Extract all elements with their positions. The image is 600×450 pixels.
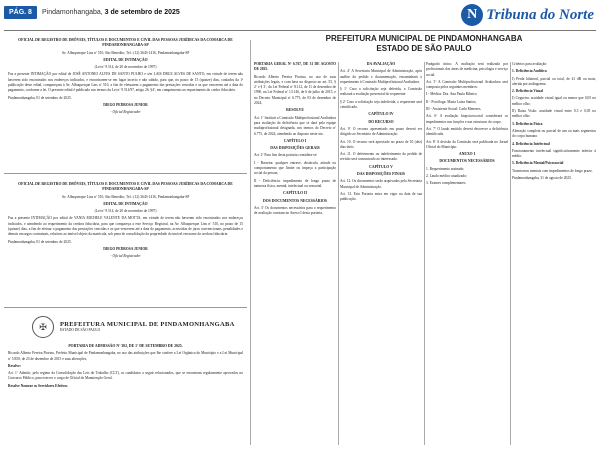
notice-2-date: Pindamonhangaba, 01 de setembro de 2025.	[8, 239, 72, 244]
logo-text: Tribuna do Norte	[486, 6, 594, 23]
notice-1-law: (Lei nº 9.514, de 20 de novembro de 1997)	[94, 65, 157, 70]
col4-para: Critérios para avaliação:	[512, 62, 548, 66]
portaria-column-2	[340, 62, 422, 205]
decree-text	[8, 344, 243, 391]
decree-footer: Resolve Nomear os Servidores Efetivos	[8, 383, 68, 388]
col2-para: Art. 13. Esta Portaria entra em vigor na data de sua publicação.	[340, 191, 422, 202]
notice-intimacao-1	[4, 34, 247, 174]
left-notices	[4, 34, 247, 446]
col1-para: Ricardo Alberto Pereira Piorino, no uso de suas atribuições legais, e com base no disposto no art. 55, § 2º e § 3º, da Lei Federal nº 8.112, de 11 de dezembro de 1990, na Lei Federal nº 13.146, de 6 de julho de 2015, e no Decreto Municipal nº 6.775, de 03 de dezembro de 2024,	[254, 74, 336, 106]
col2-para: Art. 9º O recurso apresentado em prazo deverá ser dirigido ao Secretário de Administração.	[340, 126, 422, 137]
notice-2-body: Faz a presente INTIMAÇÃO por edital de VANIA MICHELE VALENTE DA MOTTA, em virtude de terem não haverem sido encontrados nos endereços indicados, e atendendo ao requerimento da credora fiduciária, para que compareça a este Serviço Registral, na Av. Albuquerque Lins nº 510, no prazo de 15 (quinze) dias, a fim de efetuar o pagamento das prestações vencidas e as que vencerem até a data do pagamento, acrescidas de juros convencionais, penalidades e demais encargos contratuais, relativas ao imóvel objeto da matrícula, sob pena de consolidação da propriedade do imóvel em nome da credora fiduciária.	[8, 216, 243, 237]
col4-para: 5. Deficiência Mental/Psicossocial	[512, 161, 564, 166]
decree-intro: Ricardo Alberto Pereira Piorino, Prefeito Municipal de Pindamonhangaba, no uso das atribuições que lhe confere a Lei Orgânica do Município e a Lei Municipal nº 5.850, de 23 de dezembro de 2015 e suas alterações,	[8, 351, 243, 361]
notice-2-law: (Lei nº 9.514, de 20 de novembro de 1997)	[94, 209, 157, 214]
notice-2-title: OFICIAL DE REGISTRO DE IMÓVEIS, TÍTULOS E DOCUMENTOS E CIVIL DAS PESSOAS JURÍDICAS DA COMARCA DE PINDAMONHANGABA-SP	[18, 182, 233, 192]
col3-para: Art. 7º O laudo emitido deverá descrever a deficiência identificada.	[426, 126, 508, 137]
col3-para: Art. 6º A avaliação biopsicossocial considerará os impedimentos nas funções e nas estruturas do corpo.	[426, 114, 508, 124]
col2-para: Art. 11. O deferimento ou indeferimento do pedido de revisão será comunicado ao interessado.	[340, 152, 422, 162]
col3-para: 2. Laudo médico atualizado;	[426, 174, 467, 179]
decree-org-name: PREFEITURA MUNICIPAL DE PINDAMONHANGABA	[60, 321, 235, 329]
col1-para: PORTARIA GERAL Nº 6.767, DE 31 DE AGOSTO DE 2025.	[254, 62, 336, 72]
notice-2-role: - Oficial Registrador	[110, 254, 141, 259]
notice-intimacao-2	[4, 178, 247, 308]
col4-para: II) Baixa Visão: acuidade visual entre 0,3 e 0,05 no melhor olho.	[512, 109, 596, 119]
notice-2-text	[8, 182, 243, 262]
col2-para: Art. 4º A Secretaria Municipal de Administração, após análise do pedido e documentação, encaminhará o requerimento à Comissão Multiprofissional Avaliadora.	[340, 69, 422, 84]
logo-mark-icon: N	[461, 4, 483, 26]
municipal-seal-icon: ✠	[32, 316, 54, 338]
right-title: PREFEITURA MUNICIPAL DE PINDAMONHANGABA	[325, 34, 523, 43]
portaria-column-4	[512, 62, 596, 183]
header-city: Pindamonhangaba,	[42, 9, 103, 16]
col4-para: 2. Deficiência Visual	[512, 89, 544, 94]
portaria-column-1	[254, 62, 336, 218]
col2-para: Art. 12. Os documentos serão arquivados pela Secretaria Municipal de Administração.	[340, 179, 422, 189]
notice-1-title: OFICIAL DE REGISTRO DE IMÓVEIS, TÍTULOS E DOCUMENTOS E CIVIL DAS PESSOAS JURÍDICAS DA COMARCA DE PINDAMONHANGABA-SP	[18, 38, 233, 48]
col1-para: I - Barreira: qualquer entrave, obstáculo, atitude ou comportamento que limite ou impeça a participação social da pessoa;	[254, 160, 336, 176]
col2-para: DAS DISPOSIÇÕES FINAIS	[357, 172, 405, 177]
col1-para: DAS DISPOSIÇÕES GERAIS	[270, 146, 320, 151]
decree-org	[60, 321, 235, 333]
col4-para: I) Cegueira: acuidade visual igual ou menor que 0,05 no melhor olho;	[512, 96, 596, 106]
notice-1-edital: EDITAL DE INTIMAÇÃO	[103, 57, 148, 62]
notice-1-text	[8, 38, 243, 118]
notice-1-date: Pindamonhangaba, 01 de setembro de 2025.	[8, 95, 72, 100]
col4-para: Alteração completa ou parcial de um ou mais segmentos do corpo humano.	[512, 128, 596, 139]
decree-art1: Art. 1º Admitir, pelo regime da Consolidação das Leis do Trabalho (CLT), os candidatos a seguir relacionados, que se encontram regularmente aprovados no Concurso Público, para exercer o cargo de Oficial de Manutenção Geral.	[8, 371, 243, 381]
column-divider	[338, 62, 339, 445]
col3-para: Art. 5º A Comissão Multiprofissional Avaliadora será composta pelos seguintes membros:	[426, 79, 508, 90]
right-section-heading	[252, 34, 596, 54]
notice-2-signer: DIEGO PEDROSA JUNIOR	[103, 246, 148, 251]
col1-para: CAPÍTULO I	[283, 138, 307, 143]
col2-para: § 2º Caso a solicitação seja indeferida, o requerente será cientificado.	[340, 99, 422, 110]
col1-para: RESOLVE	[286, 108, 304, 113]
col1-para: DOS DOCUMENTOS NECESSÁRIOS	[262, 198, 328, 203]
notice-1-role: - Oficial Registrador	[110, 110, 141, 115]
col1-para: II - Deficiência: impedimento de longo prazo de natureza física, mental, intelectual ou sensorial.	[254, 178, 336, 188]
col4-para: Transtornos mentais com impedimentos de longo prazo.	[512, 168, 593, 173]
col4-para: 3. Deficiência Física	[512, 121, 543, 126]
col1-para: Art. 3º Os documentos necessários para o requerimento de avaliação constam no Anexo I desta portaria.	[254, 205, 336, 216]
masthead	[0, 0, 600, 30]
notice-1-address: Av. Albuquerque Lins nº 510, São Benedito, Tel.: (12) 3643-1416, Pindamonhangaba-SP	[61, 50, 190, 55]
decree-heading	[32, 316, 235, 338]
column-divider	[250, 40, 251, 445]
header-dateline	[42, 9, 180, 16]
notice-2-edital: EDITAL DE INTIMAÇÃO	[103, 201, 148, 206]
decree-org-sub: ESTADO DE SÃO PAULO	[60, 328, 101, 333]
col2-para: DA AVALIAÇÃO	[366, 62, 396, 66]
col1-para: Art. 2º Para fins desta portaria considera-se:	[254, 153, 318, 158]
col4-para: Funcionamento intelectual significativamente inferior à média.	[512, 148, 596, 159]
col2-para: DO RECURSO	[368, 119, 394, 124]
decree-title: PORTARIA DE ADMISSÃO Nº 302, DE 1º DE SETEMBRO DE 2025.	[68, 344, 183, 348]
col4-para: 4. Deficiência Intelectual	[512, 141, 550, 146]
column-divider	[510, 62, 511, 445]
col3-para: 3. Exames complementares.	[426, 181, 467, 186]
col3-para: II - Psicóloga: Maria Luiza Santos;	[426, 99, 477, 104]
col2-para: CAPÍTULO V	[369, 164, 393, 169]
col3-para: III - Assistente Social: Carla Menezes.	[426, 107, 482, 112]
admission-decree	[4, 312, 247, 446]
col3-para: DOCUMENTOS NECESSÁRIOS	[439, 159, 495, 164]
col3-para: ANEXO I	[458, 152, 476, 157]
col1-para: CAPÍTULO II	[283, 191, 307, 196]
right-subtitle: ESTADO DE SÃO PAULO	[376, 44, 472, 53]
notice-1-body: Faz a presente INTIMAÇÃO por edital de JOSÉ ANTONIO ALVES DE SANTO PULHO e s/m LAIS DRUZ ALVES DE SANTO, em virtude de terem não haverem sido encontrados nos endereços indicados, e encontrarem-se em lugar incerto e não sabido, para que, no prazo de 15 (quinze) dias, contados da 1ª publicação deste edital, compareçam à Av. Albuquerque Lins nº 510, a fim de efetuarem o pagamento das prestações vencidas e as que vencerem até a data do pagamento, conforme a lei. O presente edital é publicado nos termos da Lei nº 9.514/97, artigo 26, §4º, em cumprimento ao requerimento do credor fiduciário.	[8, 72, 243, 93]
col3-para: I - Médica: Dra. Ana Paula Ribeiro;	[426, 92, 478, 97]
col4-para: Pindamonhangaba, 31 de agosto de 2025.	[512, 176, 572, 181]
col4-para: 1. Deficiência Auditiva	[512, 69, 547, 74]
header-date: 3 de setembro de 2025	[104, 9, 180, 16]
col3-para: Art. 8º A decisão da Comissão será publicada no Jornal Oficial do Município.	[426, 139, 508, 149]
column-divider	[424, 62, 425, 445]
notice-1-signer: DIEGO PEDROSA JUNIOR	[103, 102, 148, 107]
col4-para: I) Perda bilateral, parcial ou total, de 41 dB ou mais, aferida por audiograma.	[512, 76, 596, 86]
page-number-badge: PÁG. 8	[4, 6, 37, 19]
col2-para: Art. 10. O recurso será apreciado no prazo de 10 (dez) dias úteis.	[340, 139, 422, 149]
col2-para: § 1º Caso a solicitação seja deferida, a Comissão realizará a avaliação presencial do requerente.	[340, 87, 422, 97]
col1-para: Art. 1º Instituir a Comissão Multiprofissional Avaliadora para avaliação da deficiência que se dará pela equipe multiprofissional designada, nos termos do Decreto nº 6.775, de 2024, atendendo ao disposto neste ato.	[254, 115, 336, 136]
newspaper-logo[interactable]	[461, 2, 594, 28]
col3-para: 1. Requerimento assinado;	[426, 166, 465, 171]
portaria-column-3	[426, 62, 508, 189]
col3-para: Parágrafo único. A avaliação será realizada por profissionais das áreas de medicina, psicologia e serviço social.	[426, 62, 508, 77]
notice-2-address: Av. Albuquerque Lins nº 510, São Benedito, Tel.: (12) 3643-1416, Pindamonhangaba-SP	[61, 194, 190, 199]
header-divider	[4, 30, 596, 31]
col2-para: CAPÍTULO IV	[368, 112, 394, 117]
decree-resolve: Resolve:	[8, 363, 21, 368]
